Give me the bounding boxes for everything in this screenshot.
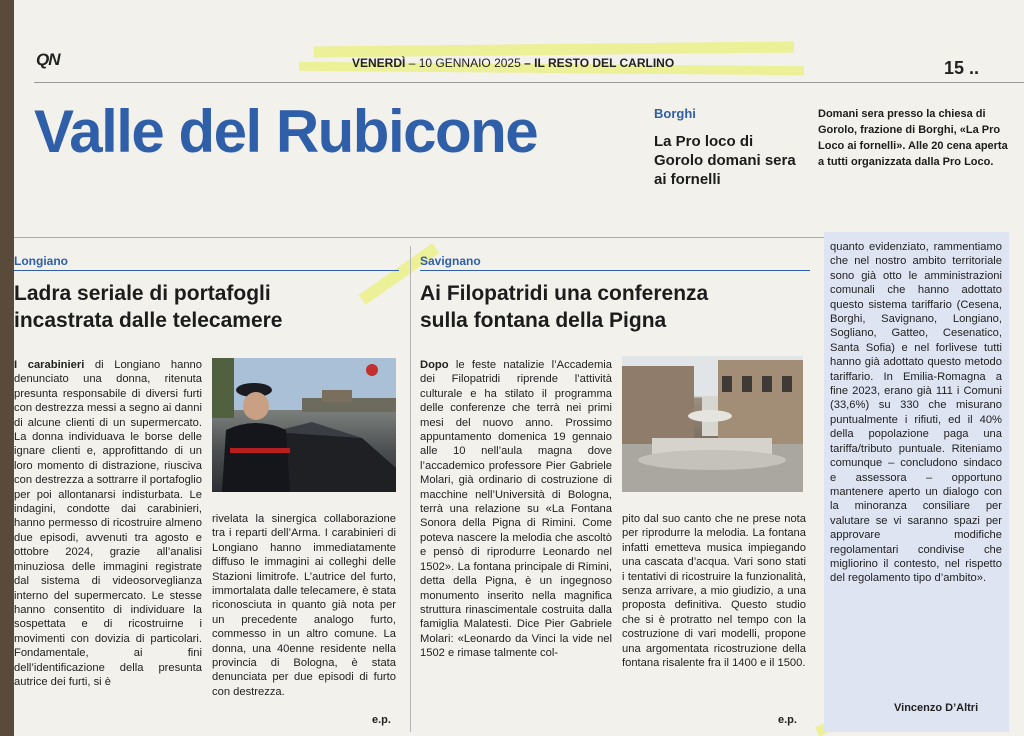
kicker-rule	[14, 270, 399, 271]
masthead-rule	[34, 82, 1024, 83]
savignano-col2: pito dal suo canto che ne prese nota per riprodurre la melodia. La fontana infatti emetteva musica impiegando una cascata d’acqua. Vari sono stati i tentativi di ricostruire la funzionalità, senza arrivare, a mio giudizio, a una proposta definitiva. Questo studio che si è protratto nel tempo con la costruzione di vari modelli, propone una argomentata ricostruzione della fontana risalente fra il 1400 e il 1500.	[622, 513, 806, 670]
savignano-lead: Dopo	[420, 359, 449, 371]
borghi-headline: La Pro loco di Gorolo domani sera ai fornelli	[654, 133, 796, 188]
column-divider	[410, 246, 411, 732]
savignano-col1-text: le feste natalizie l’Accademia dei Filopatridi riprende l’attività culturale e ha stilato il programma delle conferenze che terrà nei primi mesi del nuovo anno. Prossimo appuntamento domenica 19 gennaio alle 10 nell’aula magna dove l’accademico professore Pier Gabriele Molari, già ordinario di costruzione di macchine nell’Università di Bologna, terrà una relazione su «La Fontana Sonora della Pigna di Rimini. Come poteva nascere la melodia che ascoltò e pensò di riprodurre Leonardo nel 1502». La fontana principale di Rimini, detta della Pigna, è un ingegnoso monumento inserito nella magnifica struttura rinascimentale costruita dalla famiglia Malatesti. Dice Pier Gabriele Molari: «Leonardo da Vinci la vide nel 1502 e rimase talmente col-	[420, 359, 612, 660]
longiano-lead: I carabinieri	[14, 359, 85, 371]
fountain-illustration	[622, 356, 803, 492]
savignano-headline	[420, 280, 708, 334]
carabiniere-photo	[212, 358, 396, 492]
longiano-col1-text: di Longiano hanno denunciato una donna, ritenuta presunta responsabile di diversi furti con destrezza messi a segno ai danni di alcune clienti di un supermercato. La donna individuava le borse delle ignare clienti e, approfittando di un loro momento di distrazione, riusciva con destrezza a sottrarre il portafoglio per poi allontanarsi indisturbata. Le indagini, condotte dai carabinieri, hanno permesso di ricostruire almeno due episodi, avvenuti tra agosto e ottobre 2024, grazie all’analisi minuziosa delle immagini registrate dal sistema di videosorveglianza interno del supermercato. Le stesse hanno consentito di individuare la sospettata e di ricostruirne i movimenti con dovizia di particolari. Fondamentale, ai fini dell’identificazione della presunta autrice dei furti, si è	[14, 359, 202, 688]
longiano-headline-line1: Ladra seriale di portafogli	[14, 282, 271, 305]
dateline-paper: IL RESTO DEL CARLINO	[534, 56, 675, 70]
longiano-headline-line2: incastrata dalle telecamere	[14, 309, 283, 332]
section-title: Valle del Rubicone	[34, 98, 538, 165]
fountain-photo	[622, 356, 803, 492]
dateline-day: VENERDÌ	[352, 56, 406, 70]
dateline	[352, 56, 674, 70]
savignano-headline-line1: Ai Filopatridi una conferenza	[420, 282, 709, 305]
savignano-headline-line2: sulla fontana della Pigna	[420, 309, 667, 332]
dateline-date: 10 GENNAIO 2025	[418, 56, 521, 70]
newspaper-page	[14, 0, 1024, 736]
longiano-kicker: Longiano	[14, 254, 68, 268]
dateline-separator: –	[524, 56, 531, 70]
savignano-kicker: Savignano	[420, 254, 481, 268]
tinted-column	[824, 232, 1009, 732]
savignano-signature: e.p.	[778, 714, 797, 726]
carabiniere-illustration	[212, 358, 396, 492]
kicker-rule	[420, 270, 810, 271]
borghi-kicker: Borghi	[654, 106, 696, 121]
borghi-text: Domani sera presso la chiesa di Gorolo, frazione di Borghi, «La Pro Loco ai fornelli». Alle 20 cena aperta a tutti organizzata dalla Pro Loco.	[818, 108, 1008, 168]
longiano-col1	[14, 358, 202, 728]
longiano-headline	[14, 280, 283, 334]
longiano-col2: rivelata la sinergica collaborazione tra i reparti dell’Arma. I carabinieri di Longiano hanno immediatamente diffuso le immagini ai colleghi delle Stazioni limitrofe. L’autrice del furto, immortalata dalle telecamere, è stata riconosciuta in quanto già nota per un precedente analogo furto, commesso in un altro comune. La donna, una 40enne residente nella provincia di Bologna, è stata denunciata per due episodi di furto con destrezza.	[212, 513, 396, 698]
section-rule	[14, 237, 824, 238]
longiano-signature: e.p.	[372, 714, 391, 726]
tinted-column-text: quanto evidenziato, rammentiamo che nel nostro ambito territoriale sono già otto le amministrazioni comunali che hanno adottato questo sistema tariffario (Cesena, Borghi, Savignano, Longiano, Sogliano, Gatteo, Cesenatico, Santa Sofia) e nel forlivese tutti hanno già adottato questo metodo tariffario. In Emilia-Romagna a fine 2023, erano già 111 i Comuni (33,6%) su 330 che misurano puntualmente i rifiuti, ed il 40% della popolazione paga una tariffa/tributo puntuale. Riteniamo comunque – concludono sindaco e assessora – opportuno mantenere aperto un dialogo con la minoranza consiliare per valutare se vi saranno spazi per approvare modifiche regolamentari condivise che migliorino il contesto, nel rispetto del regolamento tipo d’ambito».	[830, 241, 1002, 585]
dateline-separator: –	[408, 56, 416, 70]
tinted-column-signature: Vincenzo D’Altri	[894, 702, 979, 714]
page-number: 15 ..	[944, 58, 980, 78]
newspaper-logo: QN	[36, 50, 60, 69]
savignano-col1	[420, 358, 612, 728]
